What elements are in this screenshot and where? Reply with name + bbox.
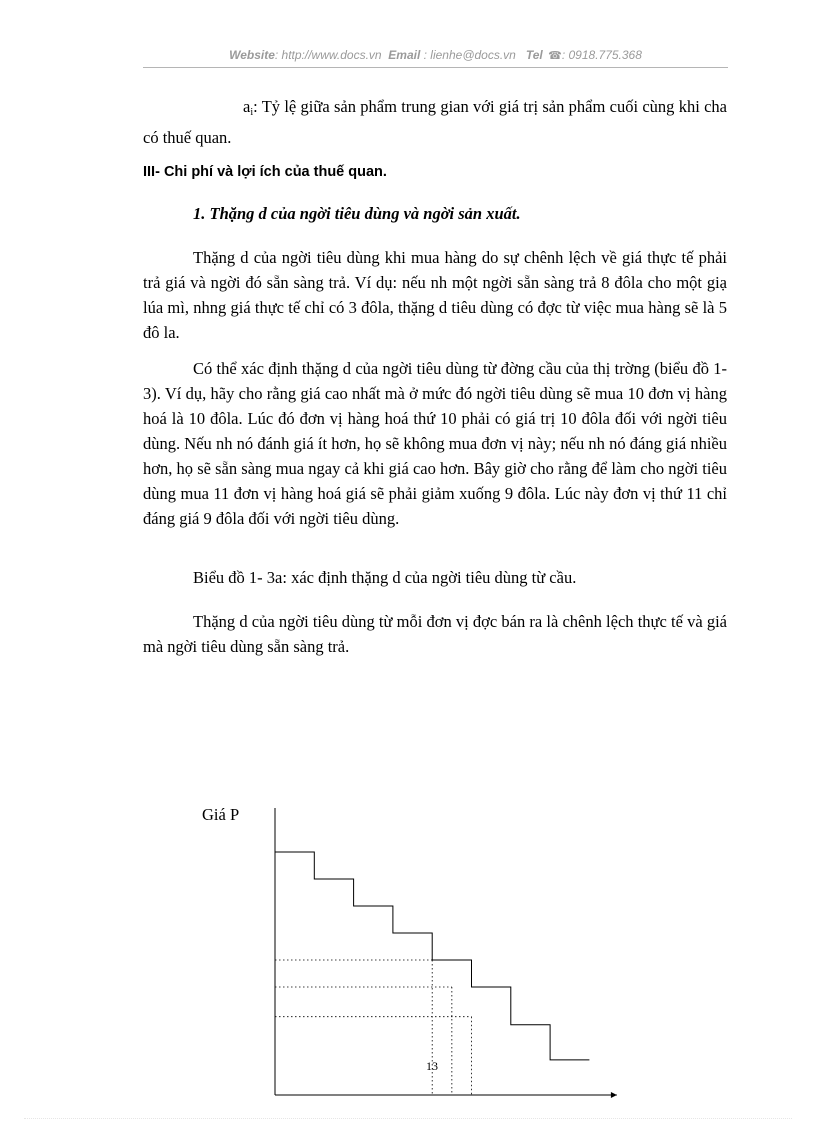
paragraph-demand-curve: Có thể xác định thặng d của ngời tiêu dùng từ đờng cầu của thị trờng (biểu đồ 1-3). Ví dụ, hãy cho rằng giá cao nhất mà ở mức đó ngời tiêu dùng sẽ mua 10 đơn vị hàng hoá là 10 đôla. Lúc đó đơn vị hàng hoá thứ 10 phải có giá trị 10 đôla đối với ngời tiêu dùng. Nếu nh nó đánh giá ít hơn, họ sẽ không mua đơn vị này; nếu nh nó đáng giá nhiều hơn, họ sẽ sẵn sàng mua ngay cả khi giá cao hơn. Bây giờ cho rằng để làm cho ngời tiêu dùng mua 11 đơn vị hàng hoá giá sẽ phải giảm xuống 9 đôla. Lúc này đơn vị thứ 11 chỉ đáng giá 9 đôla đối với ngời tiêu dùng. — [143, 359, 727, 528]
reference-lines — [275, 960, 472, 1095]
page-number: 13 — [426, 1059, 438, 1073]
section-heading: III- Chi phí và lợi ích của thuế quan. — [143, 164, 387, 180]
email-label: Email — [388, 48, 421, 62]
paragraph-consumer-surplus: Thặng d của ngời tiêu dùng khi mua hàng do sự chênh lệch về giá thực tế phải trả giá và ngời đó sẵn sàng trả. Ví dụ: nếu nh một ngời sẵn sàng trả 8 đôla cho một giạ lúa mì, nhng giá thực tế chỉ có 3 đôla, thặng d tiêu dùng có đợc từ việc mua hàng sẽ là 5 đô la. — [143, 248, 727, 342]
phone-icon: ☎ — [548, 50, 562, 62]
demand-step-chart — [260, 808, 620, 1103]
chart-y-axis-label: Giá P — [202, 805, 240, 824]
header-divider — [143, 67, 728, 68]
paragraph-surplus-per-unit: Thặng d của ngời tiêu dùng từ mỗi đơn vị đợc bán ra là chênh lệch thực tế và giá mà ngời tiêu dùng sẵn sàng trả. — [143, 612, 727, 656]
tel-number: : 0918.775.368 — [561, 48, 642, 62]
ai-definition: : Tỷ lệ giữa sản phẩm trung gian với giá trị sản phẩm cuối cùng khi cha có thuế quan. — [143, 97, 727, 147]
ai-subscript: i — [250, 107, 254, 118]
email-address[interactable]: : lienhe@docs.vn — [423, 48, 516, 62]
figure-caption: Biểu đồ 1- 3a: xác định thặng d của ngời tiêu dùng từ cầu. — [193, 568, 577, 587]
subsection-heading: 1. Thặng d của ngời tiêu dùng và ngời sản xuất. — [193, 204, 521, 223]
x-axis-arrow — [611, 1092, 617, 1098]
website-label: Website — [229, 48, 275, 62]
page-header — [143, 48, 728, 62]
chart-axes — [272, 808, 617, 1098]
footer-dotted-rule — [24, 1118, 792, 1119]
ai-symbol: a — [243, 97, 251, 116]
tel-label: Tel — [525, 48, 543, 62]
website-url[interactable]: : http://www.docs.vn — [274, 48, 382, 62]
paragraph-ai — [143, 94, 727, 150]
